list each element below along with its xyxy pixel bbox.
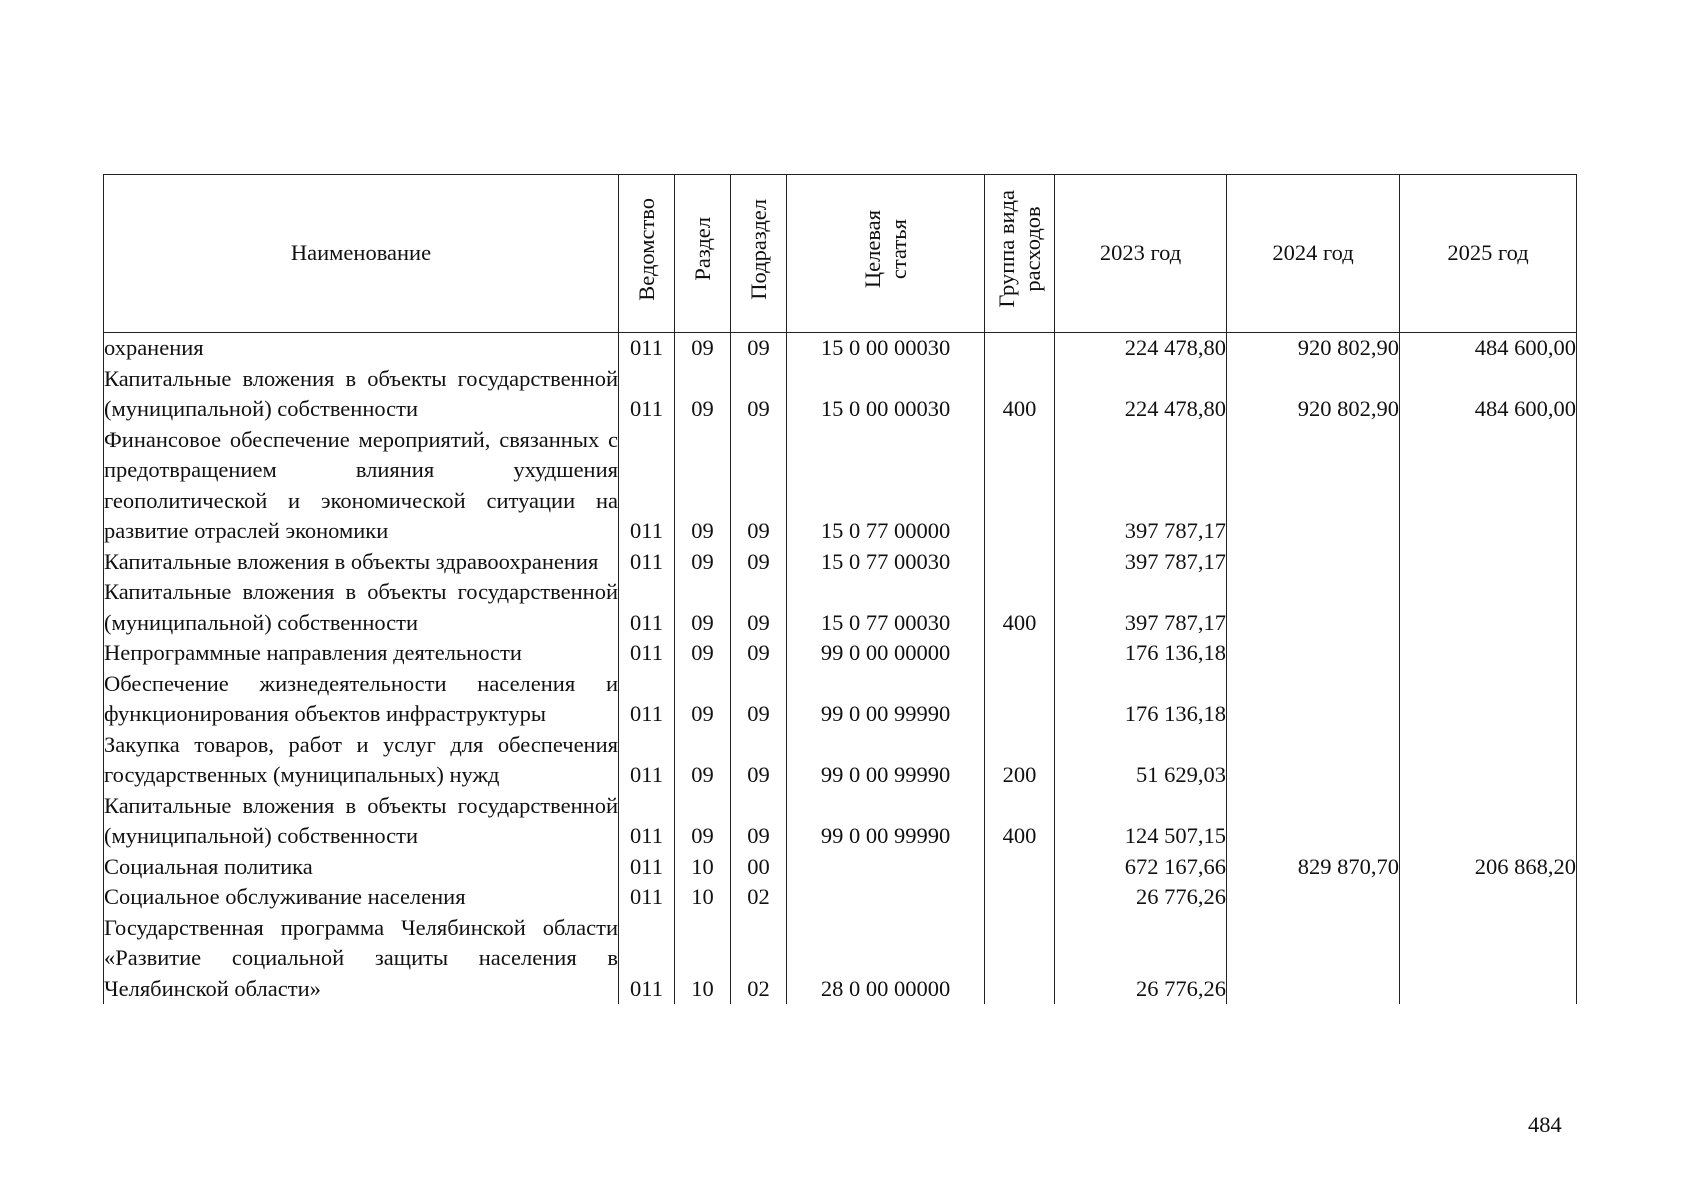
row-vid-rashodov — [985, 882, 1055, 913]
row-2023: 26 776,26 — [1055, 882, 1227, 913]
row-2025 — [1400, 638, 1577, 669]
row-podrazdel: 09 — [731, 364, 787, 425]
row-2024 — [1227, 669, 1400, 730]
row-name: Капитальные вложения в объекты здравоохранения — [104, 547, 619, 578]
row-name: Государственная программа Челябинской области «Развитие социальной защиты населения в Челябинской области» — [104, 913, 619, 1005]
row-celevaya-statya: 28 0 00 00000 — [787, 913, 985, 1005]
row-razdel: 10 — [675, 852, 731, 883]
row-celevaya-statya: 15 0 77 00030 — [787, 577, 985, 638]
row-2025 — [1400, 791, 1577, 852]
table-row — [104, 730, 1577, 791]
table-row — [104, 425, 1577, 547]
row-celevaya-statya — [787, 882, 985, 913]
row-vedomstvo: 011 — [619, 547, 675, 578]
table-row — [104, 669, 1577, 730]
row-podrazdel: 09 — [731, 791, 787, 852]
row-2023: 224 478,80 — [1055, 333, 1227, 364]
row-vedomstvo: 011 — [619, 638, 675, 669]
row-celevaya-statya: 99 0 00 00000 — [787, 638, 985, 669]
header-2025: 2025 год — [1400, 175, 1577, 333]
row-podrazdel: 09 — [731, 547, 787, 578]
row-name: Финансовое обеспечение мероприятий, связанных с предотвращением влияния ухудшения геополитической и экономической ситуации на развитие отраслей экономики — [104, 425, 619, 547]
row-name: Обеспечение жизнедеятельности населения и функционирования объектов инфраструктуры — [104, 669, 619, 730]
row-vedomstvo: 011 — [619, 333, 675, 364]
row-vedomstvo: 011 — [619, 913, 675, 1005]
row-celevaya-statya: 99 0 00 99990 — [787, 730, 985, 791]
row-2025 — [1400, 913, 1577, 1005]
row-vedomstvo: 011 — [619, 882, 675, 913]
row-name: Капитальные вложения в объекты государственной (муниципальной) собственности — [104, 791, 619, 852]
header-vedomstvo: Ведомство — [619, 175, 675, 333]
row-2024 — [1227, 547, 1400, 578]
row-vid-rashodov — [985, 425, 1055, 547]
row-vid-rashodov: 400 — [985, 791, 1055, 852]
page-number: 484 — [1528, 1112, 1562, 1137]
row-razdel: 09 — [675, 425, 731, 547]
row-2025 — [1400, 730, 1577, 791]
row-vedomstvo: 011 — [619, 730, 675, 791]
row-2025 — [1400, 669, 1577, 730]
row-name: Закупка товаров, работ и услуг для обеспечения государственных (муниципальных) нужд — [104, 730, 619, 791]
row-vedomstvo: 011 — [619, 364, 675, 425]
row-2024 — [1227, 577, 1400, 638]
row-2024 — [1227, 425, 1400, 547]
row-razdel: 09 — [675, 364, 731, 425]
row-name: охранения — [104, 333, 619, 364]
row-vid-rashodov — [985, 333, 1055, 364]
row-celevaya-statya: 15 0 00 00030 — [787, 333, 985, 364]
row-name: Капитальные вложения в объекты государственной (муниципальной) собственности — [104, 577, 619, 638]
table-header-row — [104, 175, 1577, 333]
row-vid-rashodov: 400 — [985, 364, 1055, 425]
row-2024 — [1227, 913, 1400, 1005]
row-2023: 124 507,15 — [1055, 791, 1227, 852]
row-vid-rashodov — [985, 547, 1055, 578]
row-vid-rashodov — [985, 669, 1055, 730]
row-2024: 920 802,90 — [1227, 333, 1400, 364]
row-podrazdel: 00 — [731, 852, 787, 883]
header-celevaya-statya: Целевая статья — [787, 175, 985, 333]
row-2025: 206 868,20 — [1400, 852, 1577, 883]
row-2023: 176 136,18 — [1055, 638, 1227, 669]
row-celevaya-statya: 15 0 77 00000 — [787, 425, 985, 547]
row-2024 — [1227, 730, 1400, 791]
row-razdel: 09 — [675, 638, 731, 669]
header-2024: 2024 год — [1227, 175, 1400, 333]
header-razdel: Раздел — [675, 175, 731, 333]
row-2023: 224 478,80 — [1055, 364, 1227, 425]
row-vedomstvo: 011 — [619, 852, 675, 883]
row-2024 — [1227, 882, 1400, 913]
row-vedomstvo: 011 — [619, 669, 675, 730]
row-2023: 397 787,17 — [1055, 425, 1227, 547]
row-2024: 920 802,90 — [1227, 364, 1400, 425]
row-celevaya-statya: 99 0 00 99990 — [787, 669, 985, 730]
row-celevaya-statya: 15 0 00 00030 — [787, 364, 985, 425]
row-celevaya-statya: 15 0 77 00030 — [787, 547, 985, 578]
row-2025: 484 600,00 — [1400, 364, 1577, 425]
row-razdel: 09 — [675, 730, 731, 791]
table-row — [104, 791, 1577, 852]
row-razdel: 10 — [675, 913, 731, 1005]
row-name: Капитальные вложения в объекты государственной (муниципальной) собственности — [104, 364, 619, 425]
row-celevaya-statya — [787, 852, 985, 883]
header-name: Наименование — [104, 175, 619, 333]
table-row — [104, 333, 1577, 364]
row-razdel: 09 — [675, 791, 731, 852]
budget-table — [103, 174, 1577, 1004]
row-vedomstvo: 011 — [619, 791, 675, 852]
budget-document — [103, 174, 1576, 1004]
row-2023: 176 136,18 — [1055, 669, 1227, 730]
table-row — [104, 577, 1577, 638]
table-row — [104, 882, 1577, 913]
header-gruppa-vida-rashodov: Группа вида расходов — [985, 175, 1055, 333]
row-razdel: 09 — [675, 333, 731, 364]
table-row — [104, 638, 1577, 669]
row-podrazdel: 02 — [731, 913, 787, 1005]
table-row — [104, 852, 1577, 883]
table-row — [104, 364, 1577, 425]
row-podrazdel: 09 — [731, 577, 787, 638]
row-2025 — [1400, 577, 1577, 638]
header-2023: 2023 год — [1055, 175, 1227, 333]
table-row — [104, 913, 1577, 1005]
row-celevaya-statya: 99 0 00 99990 — [787, 791, 985, 852]
row-podrazdel: 09 — [731, 730, 787, 791]
row-vid-rashodov — [985, 913, 1055, 1005]
row-podrazdel: 09 — [731, 333, 787, 364]
row-vid-rashodov: 400 — [985, 577, 1055, 638]
row-razdel: 09 — [675, 547, 731, 578]
row-podrazdel: 09 — [731, 425, 787, 547]
row-razdel: 09 — [675, 577, 731, 638]
row-vedomstvo: 011 — [619, 425, 675, 547]
row-vid-rashodov — [985, 638, 1055, 669]
row-2024 — [1227, 638, 1400, 669]
row-2025 — [1400, 425, 1577, 547]
row-2023: 26 776,26 — [1055, 913, 1227, 1005]
row-2023: 51 629,03 — [1055, 730, 1227, 791]
row-2024: 829 870,70 — [1227, 852, 1400, 883]
header-podrazdel: Подраздел — [731, 175, 787, 333]
row-vid-rashodov — [985, 852, 1055, 883]
row-razdel: 10 — [675, 882, 731, 913]
table-row — [104, 547, 1577, 578]
row-vedomstvo: 011 — [619, 577, 675, 638]
row-2025 — [1400, 882, 1577, 913]
row-razdel: 09 — [675, 669, 731, 730]
row-podrazdel: 09 — [731, 638, 787, 669]
row-2025 — [1400, 547, 1577, 578]
row-name: Непрограммные направления деятельности — [104, 638, 619, 669]
row-podrazdel: 09 — [731, 669, 787, 730]
row-2025: 484 600,00 — [1400, 333, 1577, 364]
row-2023: 397 787,17 — [1055, 547, 1227, 578]
row-name: Социальное обслуживание населения — [104, 882, 619, 913]
row-2023: 397 787,17 — [1055, 577, 1227, 638]
row-2024 — [1227, 791, 1400, 852]
row-name: Социальная политика — [104, 852, 619, 883]
row-podrazdel: 02 — [731, 882, 787, 913]
row-vid-rashodov: 200 — [985, 730, 1055, 791]
row-2023: 672 167,66 — [1055, 852, 1227, 883]
